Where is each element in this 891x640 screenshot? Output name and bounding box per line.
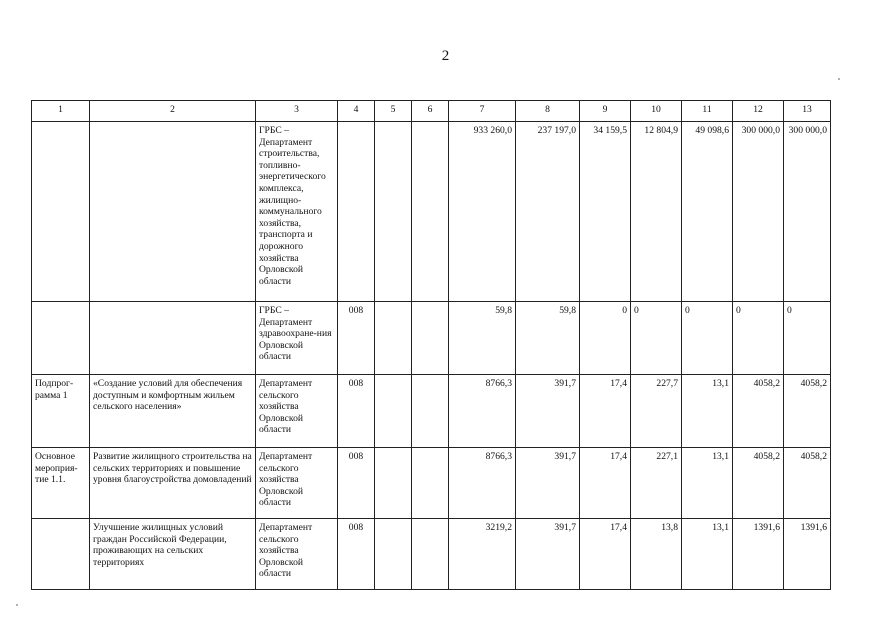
value-cell: 0 [733,302,784,375]
value-cell: 1391,6 [733,519,784,590]
value-cell: 4058,2 [733,448,784,519]
value-cell: 13,1 [682,448,733,519]
value-cell: 13,8 [631,519,682,590]
value-cell: 17,4 [580,519,631,590]
value-cell: 391,7 [516,375,580,448]
table-cell [412,375,449,448]
measure-name-cell: Развитие жилищного строительства на сельских территориях и повышение уровня благоустройства домовладений [90,448,256,519]
table-row [32,519,831,590]
value-cell: 34 159,5 [580,122,631,302]
header-cell: 1 [32,101,90,122]
table-row [32,122,831,302]
header-cell: 8 [516,101,580,122]
header-cell: 2 [90,101,256,122]
header-cell: 4 [338,101,375,122]
value-cell: 391,7 [516,448,580,519]
measure-name-cell [90,122,256,302]
code-cell [338,122,375,302]
row-label-cell: Основное мероприя-тие 1.1. [32,448,90,519]
value-cell: 4058,2 [733,375,784,448]
table-row [32,302,831,375]
responsible-cell: ГРБС – Департамент строительства, топливно-энергетического комплекса, жилищно-коммунального хозяйства, транспорта и дорожного хозяйства Орловской области [256,122,338,302]
table-cell [375,375,412,448]
value-cell: 13,1 [682,519,733,590]
row-label-cell [32,122,90,302]
value-cell: 17,4 [580,448,631,519]
value-cell: 49 098,6 [682,122,733,302]
responsible-cell: ГРБС – Департамент здравоохране-ния Орловской области [256,302,338,375]
table-cell [375,122,412,302]
responsible-cell: Департамент сельского хозяйства Орловской области [256,448,338,519]
table-cell [375,302,412,375]
value-cell: 59,8 [516,302,580,375]
value-cell: 1391,6 [784,519,831,590]
table-cell [375,448,412,519]
value-cell: 391,7 [516,519,580,590]
value-cell: 59,8 [449,302,516,375]
code-cell: 008 [338,375,375,448]
value-cell: 13,1 [682,375,733,448]
scan-speck [838,78,840,80]
header-cell: 12 [733,101,784,122]
value-cell: 0 [784,302,831,375]
value-cell: 8766,3 [449,448,516,519]
header-cell: 11 [682,101,733,122]
table-row [32,375,831,448]
header-cell: 10 [631,101,682,122]
table-cell [412,519,449,590]
value-cell: 4058,2 [784,375,831,448]
value-cell: 300 000,0 [784,122,831,302]
row-label-cell: Подпрог-рамма 1 [32,375,90,448]
value-cell: 8766,3 [449,375,516,448]
row-label-cell [32,519,90,590]
value-cell: 12 804,9 [631,122,682,302]
header-row [32,101,831,122]
row-label-cell [32,302,90,375]
value-cell: 0 [682,302,733,375]
value-cell: 4058,2 [784,448,831,519]
measure-name-cell [90,302,256,375]
code-cell: 008 [338,302,375,375]
budget-table [31,100,831,590]
header-cell: 6 [412,101,449,122]
header-cell: 7 [449,101,516,122]
value-cell: 300 000,0 [733,122,784,302]
code-cell: 008 [338,519,375,590]
value-cell: 933 260,0 [449,122,516,302]
code-cell: 008 [338,448,375,519]
header-cell: 9 [580,101,631,122]
table-cell [412,302,449,375]
header-cell: 13 [784,101,831,122]
value-cell: 17,4 [580,375,631,448]
table-cell [412,122,449,302]
measure-name-cell: «Создание условий для обеспечения доступным и комфортным жильем сельского населения» [90,375,256,448]
value-cell: 227,7 [631,375,682,448]
page-number: 2 [441,48,450,64]
responsible-cell: Департамент сельского хозяйства Орловской области [256,375,338,448]
value-cell: 0 [631,302,682,375]
responsible-cell: Департамент сельского хозяйства Орловской области [256,519,338,590]
table-row [32,448,831,519]
value-cell: 237 197,0 [516,122,580,302]
table-cell [412,448,449,519]
table-cell [375,519,412,590]
measure-name-cell: Улучшение жилищных условий граждан Российской Федерации, проживающих на сельских территориях [90,519,256,590]
header-cell: 5 [375,101,412,122]
scan-speck [16,604,18,606]
header-cell: 3 [256,101,338,122]
value-cell: 227,1 [631,448,682,519]
value-cell: 3219,2 [449,519,516,590]
value-cell: 0 [580,302,631,375]
